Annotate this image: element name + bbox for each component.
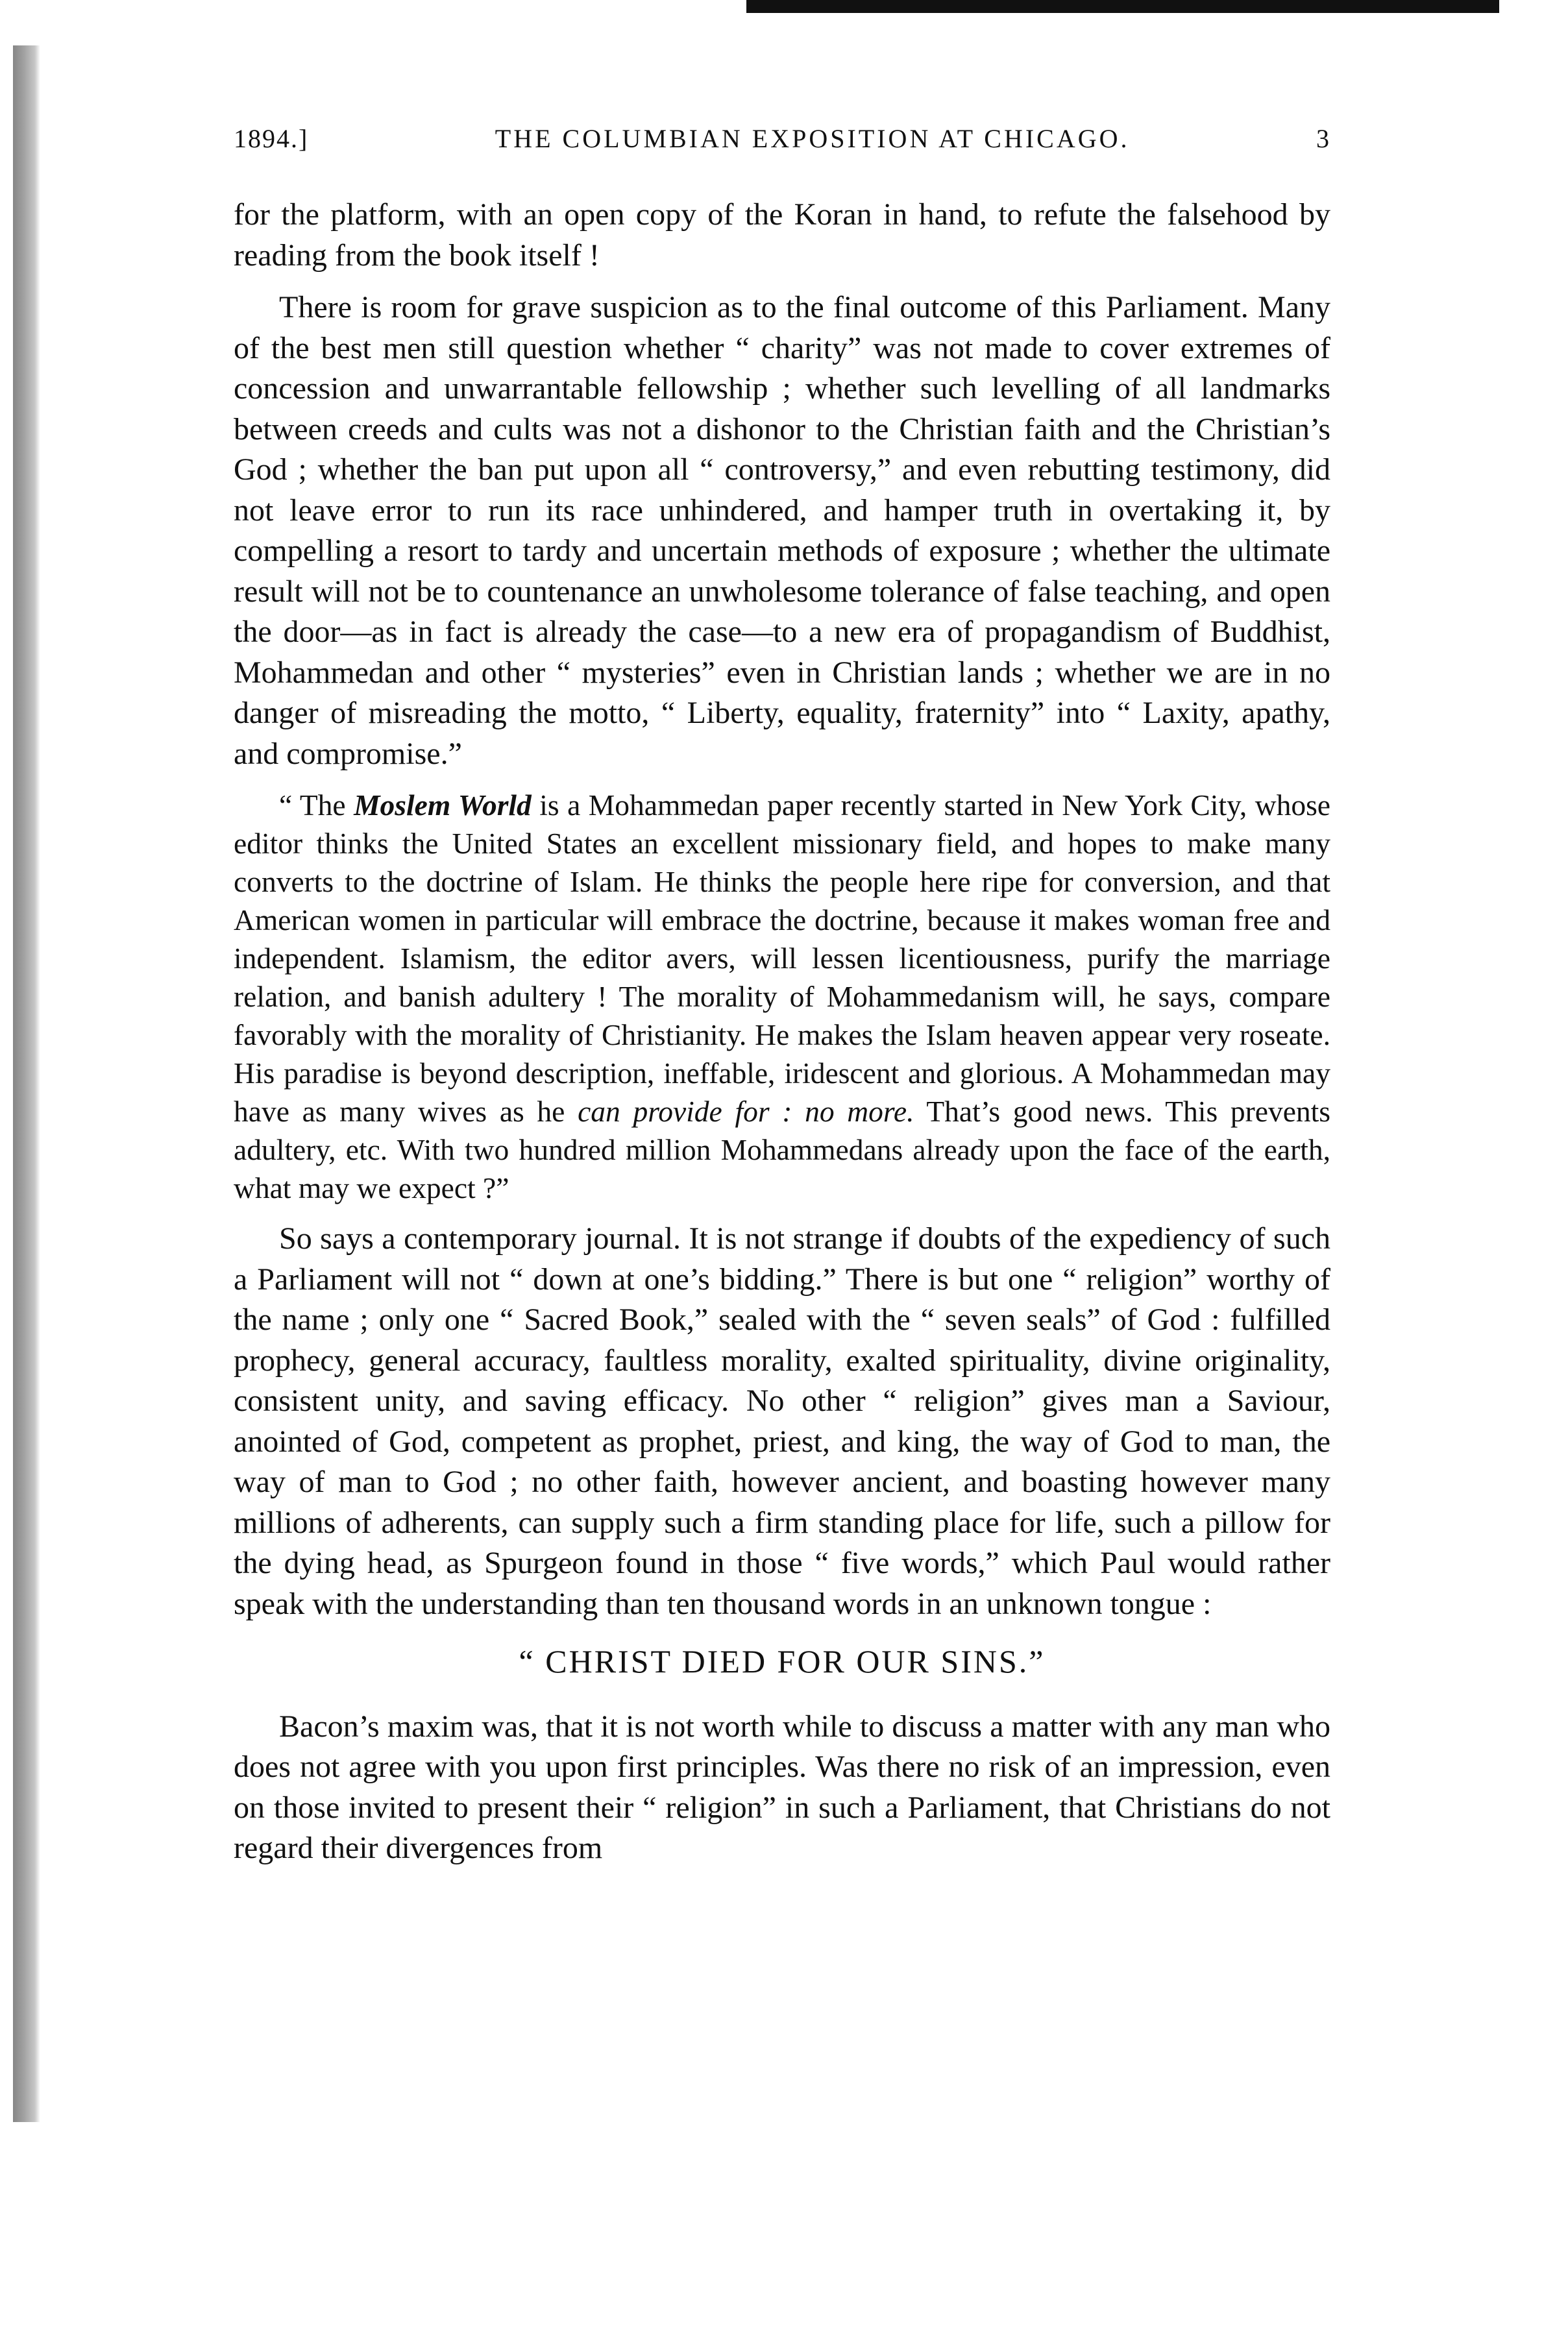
header-title: THE COLUMBIAN EXPOSITION AT CHICAGO.	[495, 124, 1130, 153]
header-year: 1894.]	[234, 124, 309, 153]
quote-italic: can provide for : no more.	[578, 1095, 914, 1128]
paragraph-4: So says a contemporary journal. It is not strange if doubts of the expediency of such a Parliament will not “ down at one’s bidding.” There is but one “ religion” worthy of the name ; only one “ Sacred Book,” sealed with the “ seven seals” of God : fulfilled prophecy, general accuracy, faultless morality, exalted spirituality, divine originality, consistent unity, and saving efficacy. No other “ religion” gives man a Saviour, anointed of God, competent as prophet, priest, and king, the way of God to man, the way of man to God ; no other faith, however ancient, and boasting however many millions of adherents, can supply such a firm standing place for life, such a pillow for the dying head, as Spurgeon found in those “ five words,” which Paul would rather speak with the understanding than ten thousand words in an unknown tongue :	[234, 1221, 1330, 1621]
binding-shadow	[13, 45, 40, 2122]
paragraph-3-quote	[234, 786, 1330, 1207]
page-body	[234, 195, 1330, 1881]
section-heading: “ CHRIST DIED FOR OUR SINS.”	[519, 1643, 1046, 1679]
header-page-number: 3	[1316, 124, 1330, 153]
paragraph-1: for the platform, with an open copy of the Koran in hand, to refute the falsehood by reading from the book itself !	[234, 197, 1330, 273]
quote-open: “ The	[279, 788, 354, 822]
paragraph-2: There is room for grave suspicion as to the final outcome of this Parliament. Many of the best men still question whether “ charity” was not made to cover extremes of concession and unwarrantable fellowship ; whether such levelling of all landmarks between creeds and cults was not a dishonor to the Christian faith and the Christian’s God ; whether the ban put upon all “ controversy,” and even rebutting testimony, did not leave error to run its race unhindered, and hamper truth in overtaking it, by compelling a resort to tardy and uncertain methods of exposure ; whether the ultimate result will not be to countenance an unwholesome tolerance of false teaching, and open the door—as in fact is already the case—to a new era of propagandism of Buddhist, Mohammedan and other “ mysteries” even in Christian lands ; whether we are in no danger of misreading the motto, “ Liberty, equality, fraternity” into “ Laxity, apathy, and compromise.”	[234, 290, 1330, 771]
moslem-world-title: Moslem World	[354, 788, 532, 822]
top-rule	[746, 0, 1499, 13]
quote-part-1: is a Mohammedan paper recently started in New York City, whose editor thinks the United States an excellent missionary field, and hopes to make many converts to the doctrine of Islam. He thinks the people here ripe for conversion, and that American women in particular will embrace the doctrine, because it makes woman free and independent. Islamism, the editor avers, will lessen licentiousness, purify the marriage relation, and banish adultery ! The morality of Mohammedanism will, he says, compare favorably with the morality of Christianity. He makes the Islam heaven appear very roseate. His paradise is beyond description, ineffable, iridescent and glorious. A Mohammedan may have as many wives as he	[234, 788, 1330, 1128]
running-head	[234, 123, 1330, 169]
paragraph-5: Bacon’s maxim was, that it is not worth while to discuss a matter with any man who does not agree with you upon first principles. Was there no risk of an impression, even on those invited to present their “ religion” in such a Parliament, that Christians do not regard their divergences from	[234, 1709, 1330, 1865]
quote-part-2: That’s good news. This prevents adultery, etc. With two hundred million Mohammedans already upon the face of the earth, what may we expect ?”	[234, 1095, 1330, 1204]
